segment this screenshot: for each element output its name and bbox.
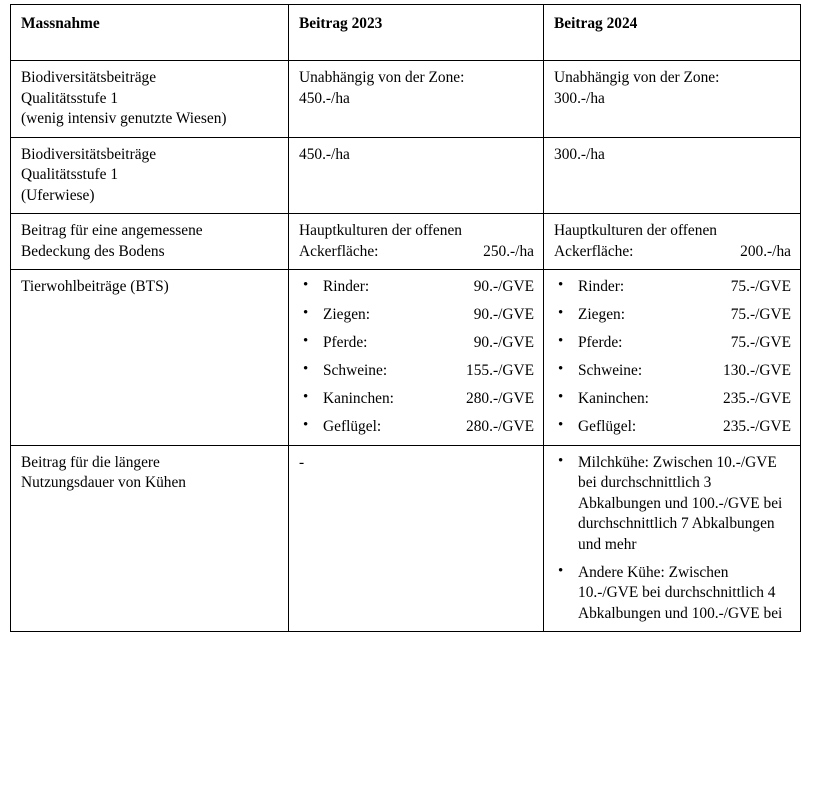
value-label: Ackerfläche: [299,242,379,260]
list-item [299,277,534,297]
bullet-label: • Rinder: [578,278,625,296]
table-row [11,214,801,270]
cell-2023 [289,137,544,213]
bullet-value: 280.-/GVE [466,390,534,408]
list-item [554,453,791,555]
list-item [554,277,791,297]
value-label: Hauptkulturen der offenen [554,222,717,240]
table-row [11,61,801,137]
bullet-value: 280.-/GVE [466,418,534,436]
value-line: 450.-/ha [299,89,350,107]
bullet-value: 130.-/GVE [723,362,791,380]
bullet-label: • Geflügel: [323,418,382,436]
bullet-text: • Andere Kühe: Zwischen 10.-/GVE bei durchschnittlich 4 Abkalbungen und 100.-/GVE bei [578,563,783,622]
measure-line: Qualitätsstufe 1 [21,166,119,184]
cell-2023 [289,61,544,137]
list-item [554,417,791,437]
cell-2024 [544,137,801,213]
bullet-value: 90.-/GVE [473,278,534,296]
list-item [554,563,791,624]
value-row [299,221,534,241]
bullet-value: 155.-/GVE [466,362,534,380]
measure-line: Nutzungsdauer von Kühen [21,474,186,492]
value-amount: 200.-/ha [740,242,791,260]
cell-2023 [289,214,544,270]
bullet-label: • Pferde: [578,334,623,352]
table-row [11,137,801,213]
value-line: 450.-/ha [299,145,350,163]
bullet-value: 235.-/GVE [723,390,791,408]
value-amount: 250.-/ha [483,242,534,260]
bullet-value: 235.-/GVE [723,418,791,436]
value-line: Unabhängig von der Zone: [299,69,465,87]
bullet-label: • Schweine: [323,362,388,380]
list-item [554,361,791,381]
cell-2023 [289,270,544,445]
bullet-label: • Kaninchen: [578,390,649,408]
list-item [554,305,791,325]
subsidy-table [10,4,801,632]
bullet-text: • Milchkühe: Zwischen 10.-/GVE bei durchschnittlich 3 Abkalbungen und 100.-/GVE bei durchschnittlich 7 Abkalbungen und mehr [578,453,783,553]
cell-measure [11,270,289,445]
table-header [11,5,801,61]
bullet-value: 90.-/GVE [473,306,534,324]
bullet-list [554,453,791,624]
bullet-label: • Ziegen: [323,306,371,324]
value-row [554,221,791,241]
bullet-label: • Geflügel: [578,418,637,436]
measure-line: Tierwohlbeiträge (BTS) [21,278,169,296]
measure-line: Qualitätsstufe 1 [21,89,119,107]
list-item [299,333,534,353]
bullet-value: 75.-/GVE [730,278,791,296]
list-item [554,333,791,353]
measure-line: Beitrag für die längere [21,453,160,471]
table-row [11,270,801,445]
list-item [299,361,534,381]
list-item [299,417,534,437]
value-label: Hauptkulturen der offenen [299,222,462,240]
measure-line: Beitrag für eine angemessene [21,222,203,240]
bullet-label: • Ziegen: [578,306,626,324]
bullet-label: • Kaninchen: [323,390,394,408]
table-body [11,61,801,632]
value-row [554,242,791,262]
value-label: Ackerfläche: [554,242,634,260]
cell-2023 [289,445,544,631]
list-item [299,389,534,409]
table-header-row [11,5,801,61]
cell-2024 [544,270,801,445]
cell-measure [11,61,289,137]
value-line: Unabhängig von der Zone: [554,69,720,87]
cell-measure [11,214,289,270]
value-row [299,242,534,262]
cell-measure [11,137,289,213]
value-line: 300.-/ha [554,89,605,107]
cell-2024 [544,61,801,137]
bullet-list [554,277,791,437]
cell-measure [11,445,289,631]
cell-2024 [544,445,801,631]
list-item [554,389,791,409]
measure-line: (wenig intensiv genutzte Wiesen) [21,110,227,128]
list-item [299,305,534,325]
measure-line: Bedeckung des Bodens [21,242,165,260]
empty-value: - [299,453,305,471]
table-row [11,445,801,631]
cell-2024 [544,214,801,270]
measure-line: Biodiversitätsbeiträge [21,69,157,87]
measure-line: (Uferwiese) [21,186,95,204]
bullet-value: 90.-/GVE [473,334,534,352]
bullet-value: 75.-/GVE [730,334,791,352]
value-line: 300.-/ha [554,145,605,163]
column-header-2023: Beitrag 2023 [289,5,544,61]
column-header-measure: Massnahme [11,5,289,61]
measure-line: Biodiversitätsbeiträge [21,145,157,163]
bullet-value: 75.-/GVE [730,306,791,324]
column-header-2024: Beitrag 2024 [544,5,801,61]
bullet-list [299,277,534,437]
bullet-label: • Schweine: [578,362,643,380]
bullet-label: • Pferde: [323,334,368,352]
bullet-label: • Rinder: [323,278,370,296]
